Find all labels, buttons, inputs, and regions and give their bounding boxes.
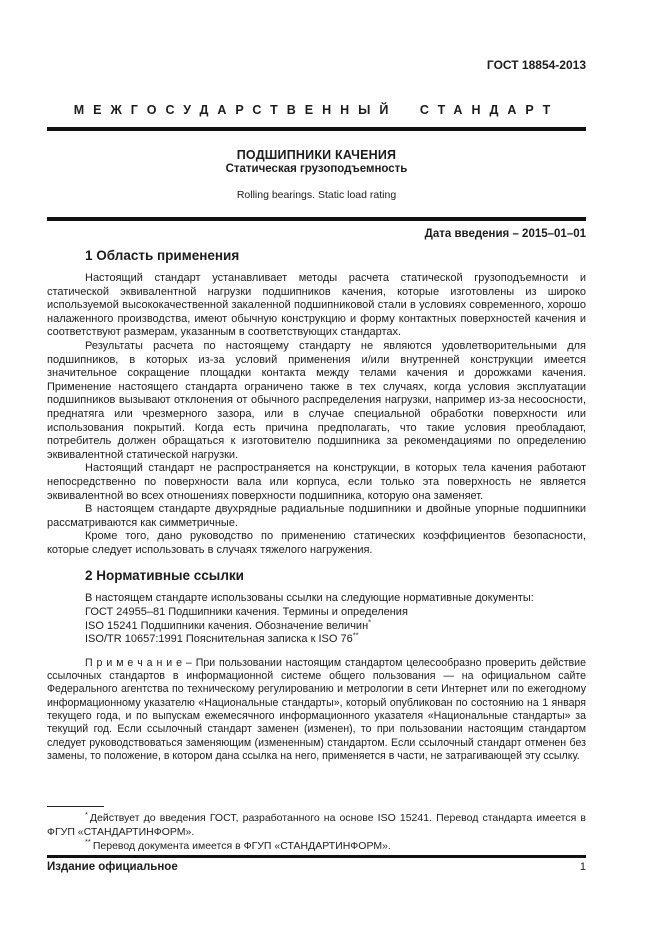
header-rule-top — [47, 127, 586, 131]
section-1-paragraph: Кроме того, дано руководство по применению статических коэффициентов безопасности, которые следует использовать в случаях тяжелого нагружения. — [47, 530, 586, 556]
section-1-paragraph: В настоящем стандарте двухрядные радиальные подшипники и двойные упорные подшипники рассматриваются как симметричные. — [47, 503, 586, 529]
reference-item — [47, 606, 586, 620]
footnote-block — [47, 806, 586, 853]
doc-number: ГОСТ 18854-2013 — [486, 58, 586, 72]
footer — [47, 861, 586, 873]
doc-title-ru: ПОДШИПНИКИ КАЧЕНИЯ — [236, 148, 397, 162]
reference-text: ISO/TR 10657:1991 Пояснительная записка к ISO 76 — [85, 633, 353, 646]
references-intro: В настоящем стандарте использованы ссылки на следующие нормативные документы: — [85, 592, 534, 605]
footnote-marker: ** — [85, 837, 91, 847]
section-1-paragraph: Настоящий стандарт устанавливает методы расчета статической грузоподъемности и статической эквивалентной нагрузки подшипников качения, которые изготовлены из широко используемой высококачественной закаленной подшипниковой стали в условиях современного, хорошо налаженного производства, имеют обычную конструкцию и форму контактных поверхностей качения и соответствуют размерам, указанным в соответствующих стандартах. — [47, 272, 586, 339]
footnote-text: Перевод документа имеется в ФГУП «СТАНДАРТИНФОРМ». — [92, 839, 391, 852]
section-1-heading: 1 Область применения — [85, 248, 240, 263]
reference-item — [47, 617, 586, 634]
page-content — [47, 0, 586, 763]
footnote-marker: * — [85, 809, 88, 819]
section-2-heading: 2 Нормативные ссылки — [85, 568, 244, 584]
reference-footnote-marker: ** — [352, 630, 359, 640]
edition-label: Издание официальное — [47, 861, 178, 873]
reference-text: ГОСТ 24955–81 Подшипники качения. Термины и определения — [85, 606, 408, 619]
footer-rule — [47, 855, 586, 858]
footnote-separator — [47, 806, 104, 807]
page-number: 1 — [579, 861, 586, 873]
reference-footnote-marker: * — [368, 617, 372, 626]
footnote-text: Действует до введения ГОСТ, разработанного на основе ISO 15241. Перевод стандарта имеется в ФГУП «СТАНДАРТИНФОРМ». — [47, 812, 586, 838]
reference-text: ISO 15241 Подшипники качения. Обозначение величин — [85, 619, 369, 632]
effective-date: Дата введения – 2015–01–01 — [424, 228, 586, 240]
doc-title-en: Rolling bearings. Static load rating — [236, 189, 397, 201]
footnote-item — [47, 809, 586, 840]
doc-subtitle-ru: Статическая грузоподъемность — [225, 163, 408, 175]
note-paragraph: П р и м е ч а н и е – При пользовании настоящим стандартом целесообразно проверить действие ссылочных стандартов в информационной системе общего пользования — на официальном сайте Федерального агентства по техническому регулированию и метрологии в сети Интернет или по ежегодному информационному указателю «Национальные стандарты», который опубликован по состоянию на 1 января текущего года, и по выпускам ежемесячного информационного указателя «Национальные стандарты» за текущий год. Если ссылочный стандарт заменен (изменен), то при пользовании настоящим стандартом следует руководствоваться заменяющим (измененным) стандартом. Если ссылочный стандарт отменен без замены, то положение, в котором дана ссылка на него, применяется в части, не затрагивающей эту ссылку. — [47, 656, 586, 762]
standard-type-label: МЕЖГОСУДАРСТВЕННЫЙ СТАНДАРТ — [73, 103, 560, 117]
header-rule-bottom — [47, 217, 586, 221]
reference-item — [47, 630, 586, 647]
section-1-paragraph: Результаты расчета по настоящему стандарту не являются удовлетворительными для подшипников, в которых из-за условий применения и/или внутренней конструкции имеется значительное сокращение площадки контакта между телами качения и дорожками качения. Применение настоящего стандарта ограничено также в тех случаях, когда условия эксплуатации подшипников вызывают отклонения от обычного распределения нагрузки, например из-за несоосности, преднатяга или чрезмерного зазора, или в случае специальной обработки поверхности или использования покрытий. Когда есть причина предполагать, что такие условия преобладают, потребитель должен обращаться к изготовителю подшипника за рекомендациями по определению эквивалентной статической нагрузки. — [47, 339, 586, 461]
section-1-paragraph: Настоящий стандарт не распространяется на конструкции, в которых тела качения работают непосредственно по поверхности вала или корпуса, если только эта поверхность не является эквивалентной во всех отношениях поверхности подшипника, которую она заменяет. — [47, 462, 586, 502]
footnote-item — [47, 837, 586, 854]
